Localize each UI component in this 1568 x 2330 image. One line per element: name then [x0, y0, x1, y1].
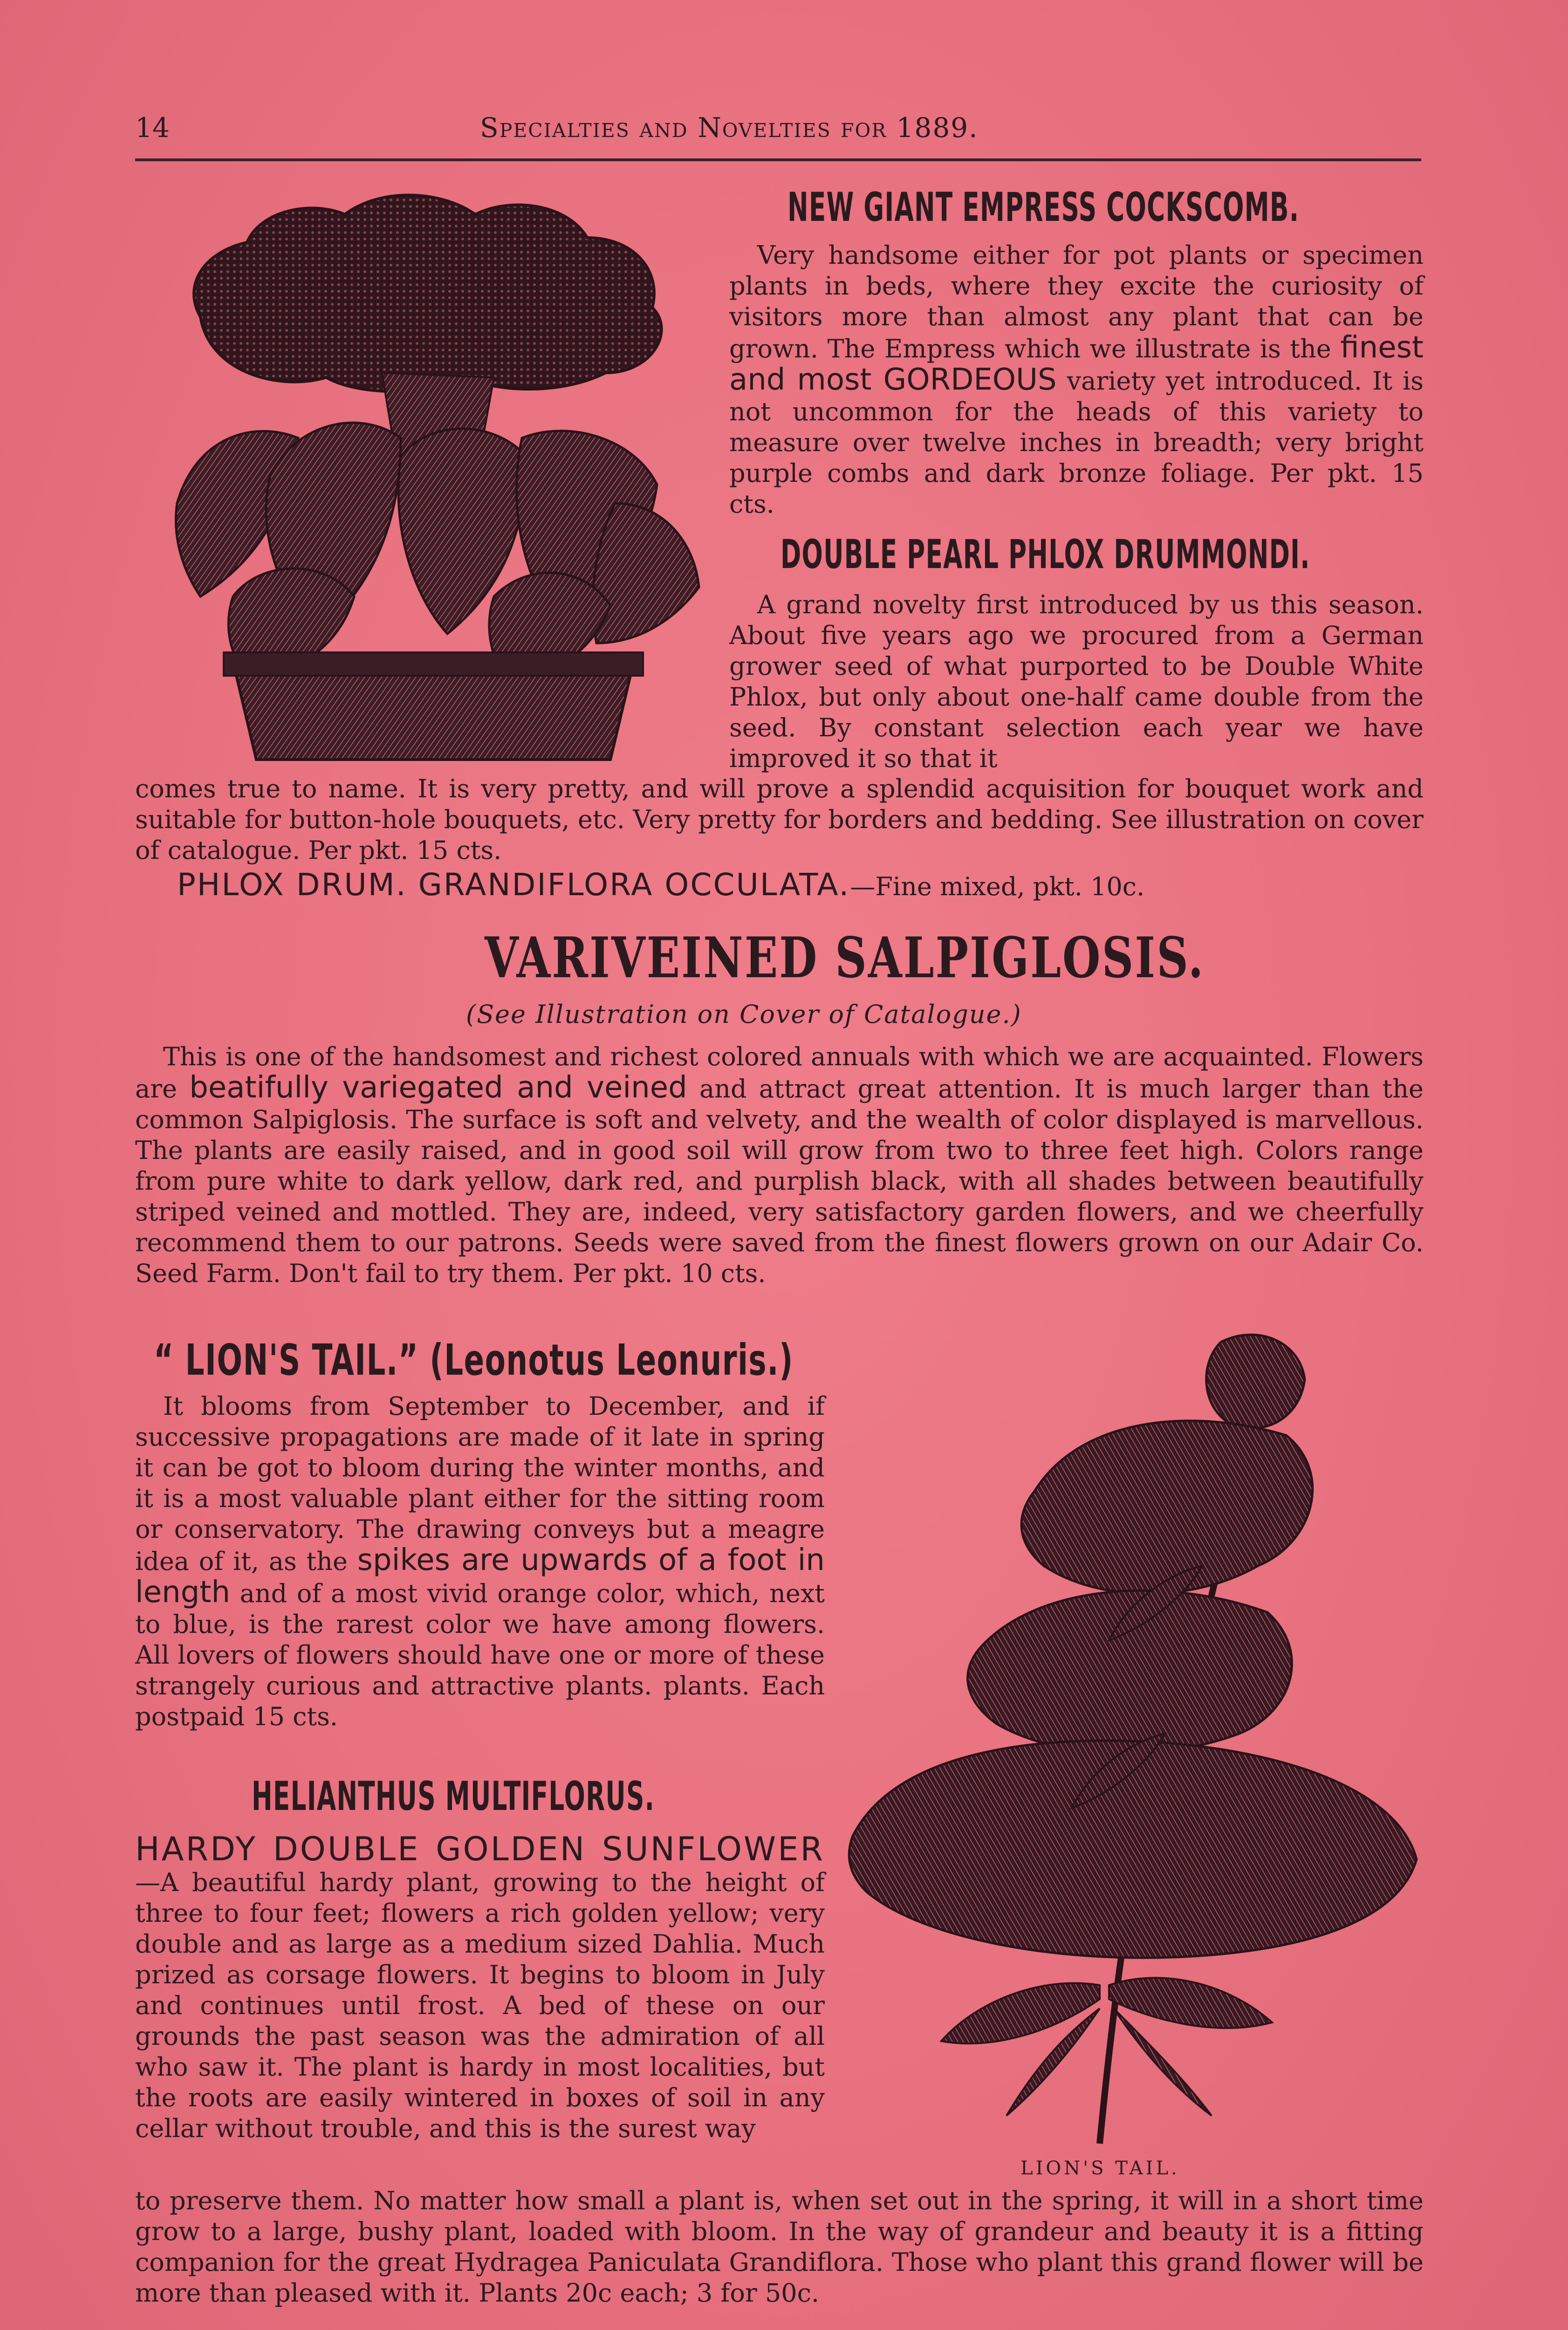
salpiglosis-subtitle: (See Illustration on Cover of Catalogue.): [466, 1000, 1022, 1029]
phlox-description-side: [729, 589, 1424, 774]
lions-tail-title: “ LION'S TAIL.” (Leonotus Leonuris.): [154, 1335, 794, 1385]
grandiflora-price: —Fine mixed, pkt. 10c.: [850, 872, 1145, 901]
phlox-text-side: A grand novelty first introduced by us this season. About five years ago we procured from a German grower seed of what purported to be Double White Phlox, but only about one-half came double from the seed. By constant selection each year we have improved it so that it: [729, 590, 1424, 773]
grandiflora-name: PHLOX DRUM. GRANDIFLORA OCCULATA.: [177, 867, 850, 903]
cockscomb-title: NEW GIANT EMPRESS COCKSCOMB.: [787, 184, 1300, 231]
phlox-description-full: [135, 774, 1424, 866]
helianthus-text-full: to preserve them. No matter how small a plant is, when set out in the spring, it will in a short time grow to a large, bushy plant, loaded with bloom. In the way of grandeur and beauty it is a fitting companion for the great Hydragea Paniculata Grandiflora. Those who plant this grand flower will be more than pleased with it. Plants 20c each; 3 for 50c.: [135, 2186, 1424, 2308]
salpiglosis-description: [135, 1042, 1424, 1289]
helianthus-text-side: —A beautiful hardy plant, growing to the height of three to four feet; flowers a rich golden yellow; very double and as large as a medium sized Dahlia. Much prized as corsage flowers. It begins to bloom in July and continues until frost. A bed of these on our grounds the past season was the admiration of all who saw it. The plant is hardy in most localities, but the roots are easily wintered in boxes of soil in any cellar without trouble, and this is the surest way: [135, 1868, 825, 2143]
salpiglosis-title: VARIVEINED SALPIGLOSIS.: [485, 925, 1205, 991]
lions-tail-text-1: It blooms from September to December, and if successive propagations are made of it late in spring it can be got to bloom during the winter months, and it is a most valuable plant either for the sitting room or conservatory. The drawing conveys but a meagre idea of it, as the: [135, 1391, 825, 1576]
phlox-title: DOUBLE PEARL PHLOX DRUMMONDI.: [781, 531, 1310, 578]
cockscomb-text-2: variety yet introduced. It is not uncommon for the heads of this variety to measure over twelve inches in breadth; very bright purple combs and dark bronze foliage. Per pkt. 15 cts.: [729, 366, 1424, 519]
cockscomb-illustration: [140, 177, 727, 769]
phlox-text-full: comes true to name. It is very pretty, and will prove a splendid acquisition for bouquet work and suitable for button-hole bouquets, etc. Very pretty for borders and bedding. See illustration on cover of catalogue. Per pkt. 15 cts.: [135, 774, 1424, 865]
lions-tail-text-2: and of a most vivid orange color, which, next to blue, is the rarest color we have among flowers. All lovers of flowers should have one or more of these strangely curious and attractive plants. plants. Each postpaid 15 cts.: [135, 1579, 825, 1731]
lions-tail-description: [135, 1391, 825, 1732]
helianthus-lead: HARDY DOUBLE GOLDEN SUNFLOWER: [135, 1830, 825, 1868]
lions-tail-emphasis: spikes are upwards of a foot in length: [135, 1543, 825, 1610]
cockscomb-description: [729, 240, 1424, 520]
salpiglosis-text-1: This is one of the handsomest and richest colored annuals with which we are acquainted. Flowers are: [135, 1042, 1424, 1103]
helianthus-description-full: [135, 2186, 1424, 2309]
cockscomb-emphasis: finest and most GORDEOUS: [729, 330, 1424, 397]
lions-tail-caption: LION'S TAIL.: [1020, 2158, 1180, 2179]
running-title: Specialties and Novelties for 1889.: [480, 112, 979, 144]
lions-tail-illustration: [839, 1323, 1431, 2181]
phlox-grandiflora-line: [177, 867, 1435, 903]
salpiglosis-emphasis: beatifully variegated and veined: [189, 1070, 687, 1105]
header-rule: [135, 158, 1421, 161]
page-number: 14: [135, 112, 170, 144]
helianthus-title: HELIANTHUS MULTIFLORUS.: [252, 1773, 655, 1820]
cockscomb-text-1: Very handsome either for pot plants or specimen plants in beds, where they excite the curiosity of visitors more than almost any plant that can be grown. The Empress which we illustrate is the: [729, 240, 1424, 363]
running-head: [135, 112, 1421, 149]
helianthus-description-side: [135, 1830, 825, 2144]
salpiglosis-text-2: and attract great attention. It is much larger than the common Salpiglosis. The surface is soft and velvety, and the wealth of color displayed is marvellous. The plants are easily raised, and in good soil will grow from two to three feet high. Colors range from pure white to dark yellow, dark red, and purplish black, with all shades between beautifully striped veined and mottled. They are, indeed, very satisfactory garden flowers, and we cheerfully recommend them to our patrons. Seeds were saved from the finest flowers grown on our Adair Co. Seed Farm. Don't fail to try them. Per pkt. 10 cts.: [135, 1074, 1424, 1288]
